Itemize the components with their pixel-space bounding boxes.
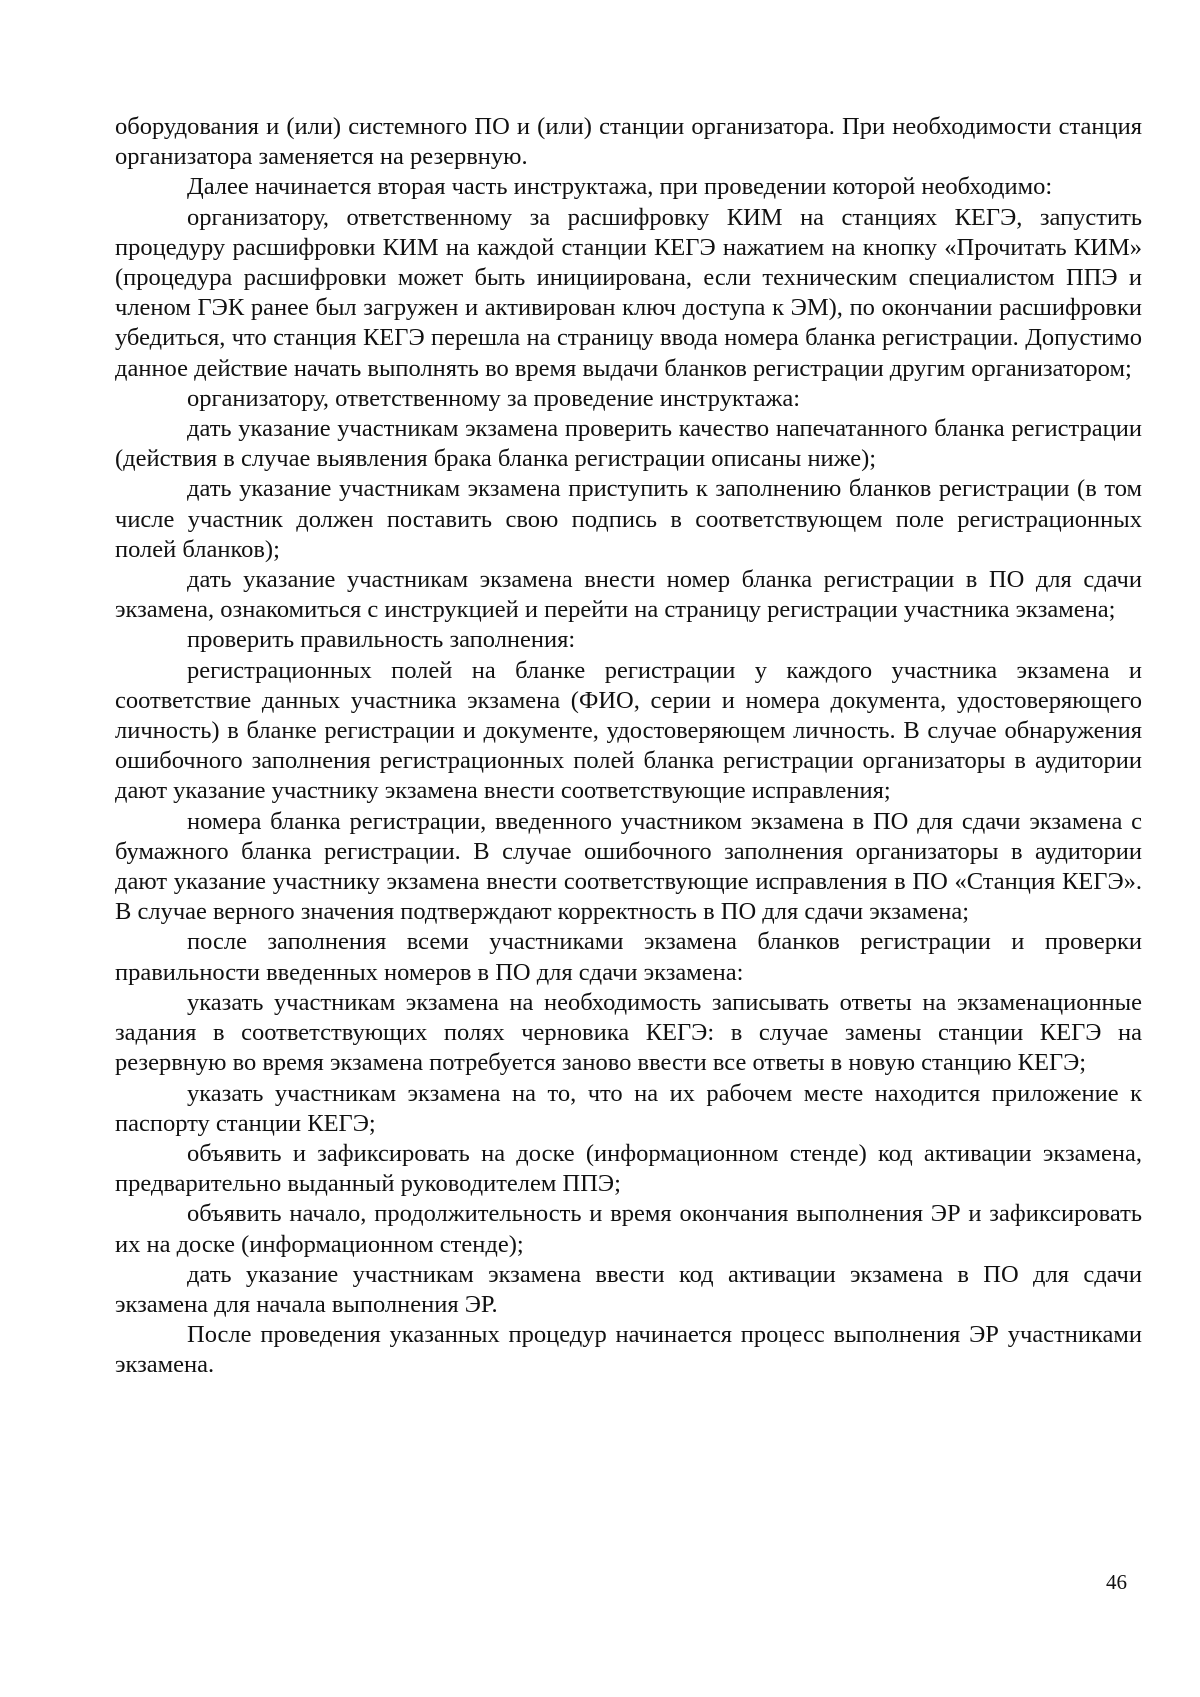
paragraph-instructor: организатору, ответственному за проведение инструктажа: — [187, 384, 801, 412]
paragraph-activation-code: объявить и зафиксировать на доске (информационном стенде) код активации экзамена, предварительно выданный руководителем ППЭ; — [115, 1139, 1142, 1198]
paragraph-process-start: После проведения указанных процедур начинается процесс выполнения ЭР участниками экзамена. — [115, 1321, 1142, 1379]
paragraph-fill-forms: дать указание участникам экзамена приступить к заполнению бланков регистрации (в том числе участник должен поставить свою подпись в соответствующем поле регистрационных полей бланков); — [115, 475, 1142, 563]
paragraph-registration-fields: регистрационных полей на бланке регистрации у каждого участника экзамена и соответствие данных участника экзамена (ФИО, серии и номера документа, удостоверяющего личность) в бланке регистрации и документе, удостоверяющем личность. В случае обнаружения ошибочного заполнения регистрационных полей бланка регистрации организаторы в аудитории дают указание участнику экзамена внести соответствующие исправления; — [115, 656, 1142, 805]
paragraph-record-answers: указать участникам экзамена на необходимость записывать ответы на экзаменационные задания в соответствующих полях черновика КЕГЭ: в случае замены станции КЕГЭ на резервную во время экзамена потребуется заново ввести все ответы в новую станцию КЕГЭ; — [115, 988, 1142, 1077]
paragraph-after-filling: после заполнения всеми участниками экзамена бланков регистрации и проверки правильности введенных номеров в ПО для сдачи экзамена: — [115, 928, 1142, 986]
page-number: 46 — [1106, 1570, 1127, 1594]
paragraph-passport-appendix: указать участникам экзамена на то, что на их рабочем месте находится приложение к паспорту станции КЕГЭ; — [115, 1079, 1142, 1137]
paragraph-announce-timing: объявить начало, продолжительность и время окончания выполнения ЭР и зафиксировать их на доске (информационном стенде); — [115, 1200, 1142, 1258]
paragraph-continuation: оборудования и (или) системного ПО и (или) станции организатора. При необходимости станция организатора заменяется на резервную. — [115, 113, 1142, 171]
paragraph-check-form-quality: дать указание участникам экзамена проверить качество напечатанного бланка регистрации (действия в случае выявления брака бланка регистрации описаны ниже); — [115, 415, 1142, 473]
paragraph-second-part-intro: Далее начинается вторая часть инструктажа, при проведении которой необходимо: — [187, 173, 1053, 201]
paragraph-verify-filling: проверить правильность заполнения: — [187, 626, 576, 654]
document-body — [115, 112, 1142, 1381]
paragraph-kim-decryption: организатору, ответственному за расшифровку КИМ на станциях КЕГЭ, запустить процедуру расшифровки КИМ на каждой станции КЕГЭ нажатием на кнопку «Прочитать КИМ» (процедура расшифровки может быть инициирована, если техническим специалистом ППЭ и членом ГЭК ранее был загружен и активирован ключ доступа к ЭМ), по окончании расшифровки убедиться, что станция КЕГЭ перешла на страницу ввода номера бланка регистрации. Допустимо данное действие начать выполнять во время выдачи бланков регистрации другим организатором; — [115, 203, 1142, 382]
paragraph-enter-activation-code: дать указание участникам экзамена ввести код активации экзамена в ПО для сдачи экзамена для начала выполнения ЭР. — [115, 1260, 1142, 1318]
paragraph-form-number-check: номера бланка регистрации, введенного участником экзамена в ПО для сдачи экзамена с бумажного бланка регистрации. В случае ошибочного заполнения организаторы в аудитории дают указание участнику экзамена внести соответствующие исправления в ПО «Станция КЕГЭ». В случае верного значения подтверждают корректность в ПО для сдачи экзамена; — [115, 807, 1142, 926]
paragraph-enter-form-number: дать указание участникам экзамена внести номер бланка регистрации в ПО для сдачи экзамена, ознакомиться с инструкцией и перейти на страницу регистрации участника экзамена; — [115, 566, 1142, 624]
